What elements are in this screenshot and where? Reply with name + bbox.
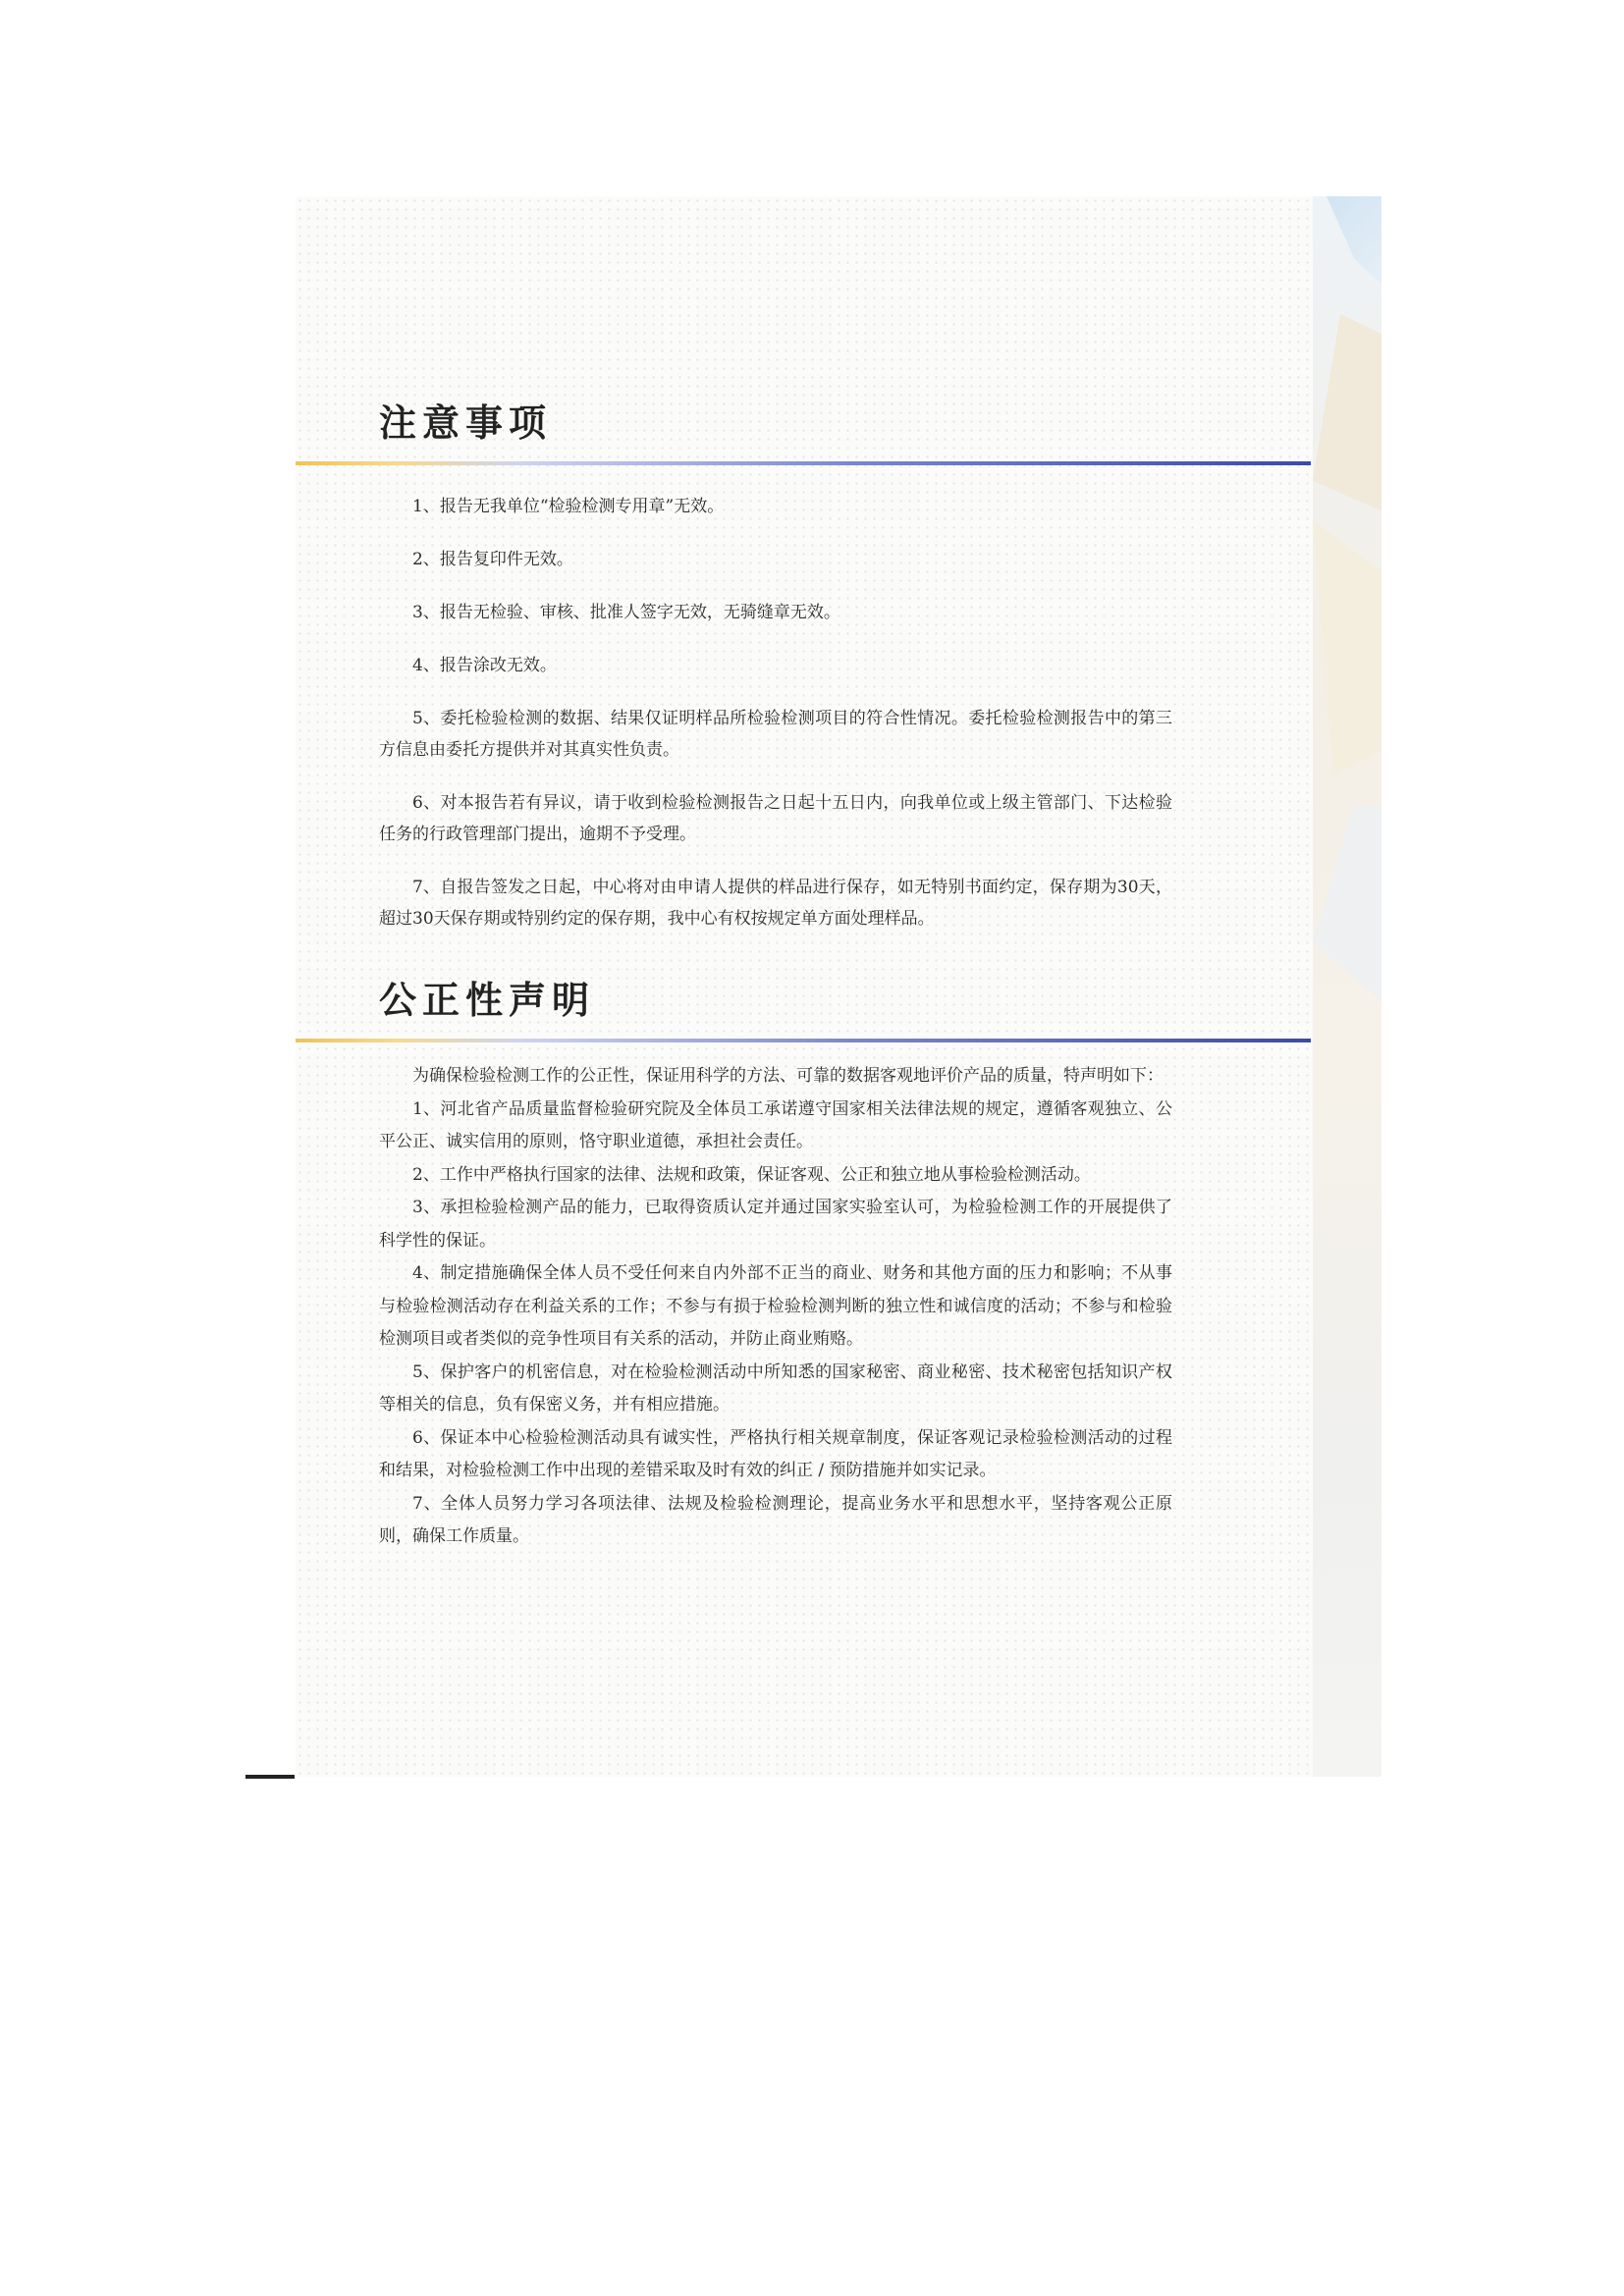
- declaration-item-3: 3、承担检验检测产品的能力，已取得资质认定并通过国家实验室认可，为检验检测工作的开展提供了科学性的保证。: [379, 1198, 1172, 1251]
- notice-item-3: 3、报告无检验、审核、批准人签字无效，无骑缝章无效。: [412, 603, 840, 622]
- declaration-title: 公正性声明: [379, 979, 596, 1022]
- declaration-title-rule: [296, 1039, 1311, 1042]
- decor-shape: [1313, 520, 1381, 775]
- notice-title: 注意事项: [379, 401, 553, 445]
- notice-list: [379, 491, 1172, 956]
- scan-edge-mark: [245, 1775, 295, 1779]
- notice-item-5: 5、委托检验检测的数据、结果仅证明样品所检验检测项目的符合性情况。委托检验检测报告中的第三方信息由委托方提供并对其真实性负责。: [379, 709, 1172, 760]
- declaration-item-1: 1、河北省产品质量监督检验研究院及全体员工承诺遵守国家相关法律法规的规定，遵循客观独立、公平公正、诚实信用的原则，恪守职业道德，承担社会责任。: [379, 1098, 1172, 1151]
- notice-item-4: 4、报告涂改无效。: [412, 656, 557, 675]
- decor-shape: [1313, 314, 1381, 510]
- declaration-intro: 为确保检验检测工作的公正性，保证用科学的方法、可靠的数据客观地评价产品的质量，特声明如下：: [412, 1066, 1164, 1086]
- declaration-item-6: 6、保证本中心检验检测活动具有诚实性，严格执行相关规章制度，保证客观记录检验检测活动的过程和结果，对检验检测工作中出现的差错采取及时有效的纠正 / 预防措施并如实记录。: [379, 1427, 1172, 1480]
- notice-item-2: 2、报告复印件无效。: [412, 550, 573, 569]
- decor-shape: [1313, 196, 1381, 285]
- declaration-item-7: 7、全体人员努力学习各项法律、法规及检验检测理论，提高业务水平和思想水平，坚持客观公正原则，确保工作质量。: [379, 1493, 1172, 1546]
- declaration-body: [379, 1060, 1172, 1554]
- notice-item-1: 1、报告无我单位“检验检测专用章”无效。: [412, 497, 725, 516]
- declaration-item-2: 2、工作中严格执行国家的法律、法规和政策，保证客观、公正和独立地从事检验检测活动。: [412, 1164, 1091, 1185]
- scanned-page: [296, 196, 1381, 1777]
- notice-title-rule: [296, 461, 1311, 465]
- declaration-item-5: 5、保护客户的机密信息，对在检验检测活动中所知悉的国家秘密、商业秘密、技术秘密包括知识产权等相关的信息，负有保密义务，并有相应措施。: [379, 1362, 1172, 1415]
- decor-shape: [1313, 805, 1381, 1001]
- side-decoration: [1313, 196, 1381, 1777]
- notice-item-7: 7、自报告签发之日起，中心将对由申请人提供的样品进行保存，如无特别书面约定，保存期为30天，超过30天保存期或特别约定的保存期，我中心有权按规定单方面处理样品。: [379, 878, 1172, 929]
- notice-item-6: 6、对本报告若有异议，请于收到检验检测报告之日起十五日内，向我单位或上级主管部门、下达检验任务的行政管理部门提出，逾期不予受理。: [379, 793, 1172, 844]
- declaration-item-4: 4、制定措施确保全体人员不受任何来自内外部不正当的商业、财务和其他方面的压力和影响；不从事与检验检测活动存在利益关系的工作；不参与有损于检验检测判断的独立性和诚信度的活动；不参与和检验检测项目或者类似的竞争性项目有关系的活动，并防止商业贿赂。: [379, 1263, 1172, 1349]
